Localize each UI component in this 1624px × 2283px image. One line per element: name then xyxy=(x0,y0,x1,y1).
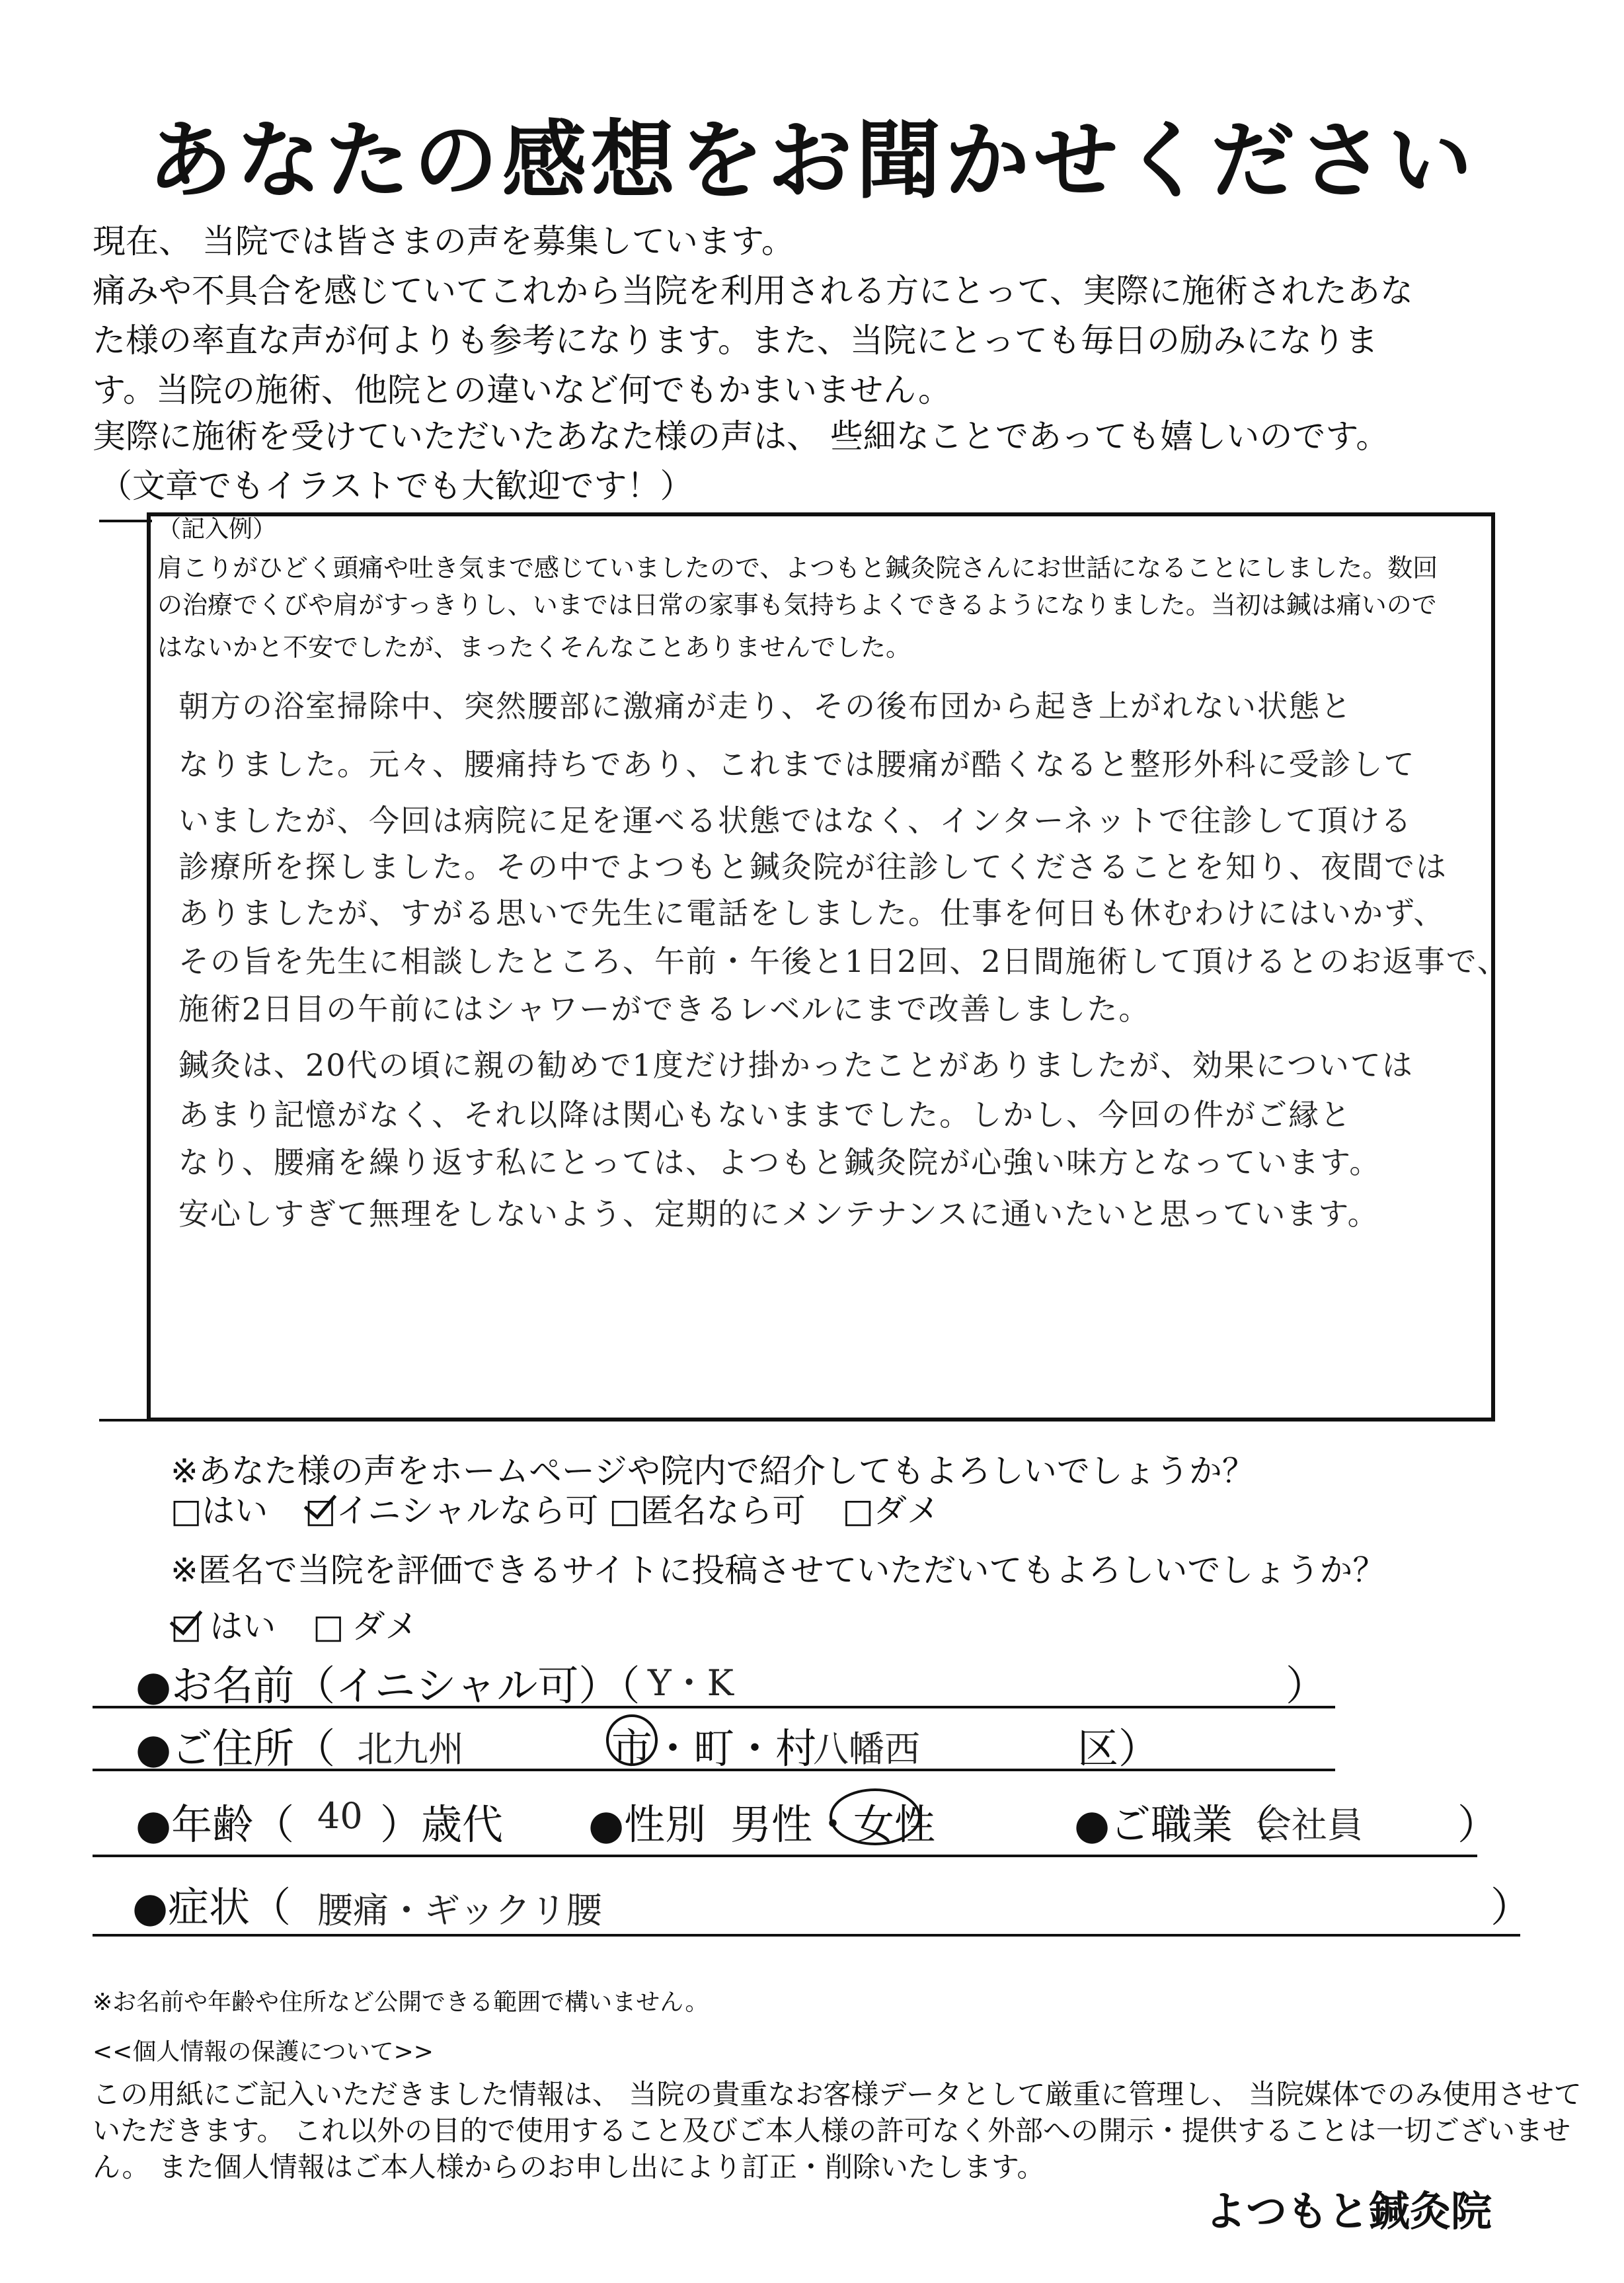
intro-line: （文章でもイラストでも大歓迎です！） xyxy=(99,467,693,505)
checkbox-unchecked[interactable]: □ xyxy=(171,1492,202,1530)
example-line: 肩こりがひどく頭痛や吐き気まで感じていましたので、よつもと鍼灸院さんにお世話になることにしました。数回 xyxy=(157,553,1438,582)
symptom-close: ） xyxy=(1490,1883,1532,1931)
address-units: 市・町・村 xyxy=(611,1724,817,1773)
clinic-name: よつもと鍼灸院 xyxy=(1204,2187,1492,2235)
handwritten-line: 朝方の浴室掃除中、突然腰部に激痛が走り、その後布団から起き上がれない状態と xyxy=(178,688,1352,724)
handwritten-line: ありましたが、すがる思いで先生に電話をしました。仕事を何日も休むわけにはいかず、 xyxy=(178,895,1446,931)
privacy-line: この用紙にご記入いただきました情報は、 当院の貴重なお客様データとして厳重に管理し、 当院媒体でのみ使用させて xyxy=(93,2078,1582,2110)
job-close: ） xyxy=(1457,1800,1499,1849)
page-title: あなたの感想をお聞かせください xyxy=(147,112,1477,210)
symptom-value[interactable]: 腰痛・ギックリ腰 xyxy=(317,1890,602,1931)
address-label: ●ご住所（ xyxy=(135,1724,336,1773)
age-suffix: ）歳代 xyxy=(380,1800,504,1849)
intro-line: 現在、 当院では皆さまの声を募集しています。 xyxy=(93,222,794,260)
address-ward[interactable]: 八幡西 xyxy=(813,1728,920,1770)
privacy-line: ん。 また個人情報はご本人様からのお申し出により訂正・削除いたします。 xyxy=(93,2151,1045,2183)
checkbox-unchecked[interactable]: □ xyxy=(842,1492,874,1530)
handwritten-line: 鍼灸は、20代の頃に親の勧めで1度だけ掛かったことがありましたが、効果については xyxy=(178,1047,1414,1083)
symptom-label: ●症状（ xyxy=(132,1883,291,1931)
question-publish: ※あなた様の声をホームページや院内で紹介してもよろしいでしょうか？ xyxy=(171,1452,1255,1490)
example-heading: （記入例） xyxy=(157,516,277,543)
handwritten-line: 診療所を探しました。その中でよつもと鍼灸院が往診してくださることを知り、夜間では xyxy=(178,849,1448,885)
checkbox-checked[interactable]: □ xyxy=(171,1607,202,1646)
intro-line: 痛みや不具合を感じていてこれから当院を利用される方にとって、実際に施術されたあな xyxy=(93,272,1413,310)
review-options: □ はい □ ダメ xyxy=(171,1607,418,1646)
checkbox-unchecked[interactable]: □ xyxy=(313,1607,344,1646)
question-review-site: ※匿名で当院を評価できるサイトに投稿させていただいてもよろしいでしょうか？ xyxy=(171,1551,1386,1589)
name-value[interactable]: Y・K xyxy=(648,1662,734,1704)
public-note: ※お名前や年齢や住所など公開できる範囲で構いません。 xyxy=(93,1989,709,2016)
job-value[interactable]: 会社員 xyxy=(1256,1804,1363,1846)
privacy-heading: <<個人情報の保護について>> xyxy=(93,2038,434,2065)
intro-line: 実際に施術を受けていただいたあなた様の声は、 些細なことであっても嬉しいのです。 xyxy=(93,417,1389,456)
handwritten-line: なりました。元々、腰痛持ちであり、これまでは腰痛が酷くなると整形外科に受診して xyxy=(178,746,1416,782)
handwritten-line: 施術2日目の午前にはシャワーができるレベルにまで改善しました。 xyxy=(178,991,1151,1027)
name-label: ●お名前（イニシャル可）（ xyxy=(135,1662,640,1710)
privacy-line: いただきます。 これ以外の目的で使用すること及びご本人様の許可なく外部への開示・提供することは一切ございませ xyxy=(93,2114,1570,2147)
intro-line: す。当院の施術、他院との違いなど何でもかまいません。 xyxy=(93,371,951,409)
handwritten-line: あまり記憶がなく、それ以降は関心もないままでした。しかし、今回の件がご縁と xyxy=(178,1097,1352,1133)
handwritten-line: いましたが、今回は病院に足を運べる状態ではなく、インターネットで往診して頂ける xyxy=(178,803,1412,838)
example-line: の治療でくびや肩がすっきりし、いまでは日常の家事も気持ちよくできるようになりました。当初は鍼は痛いので xyxy=(157,590,1437,620)
address-close: 区） xyxy=(1077,1724,1160,1773)
checkbox-checked[interactable]: □ xyxy=(305,1492,336,1530)
publish-options: □はい □イニシャルなら可 □匿名なら可 □ダメ xyxy=(171,1492,940,1530)
age-value[interactable]: 40 xyxy=(317,1795,363,1837)
handwritten-line: その旨を先生に相談したところ、午前・午後と1日2回、2日間施術して頂けるとのお返事で、 xyxy=(178,943,1509,979)
example-line: はないかと不安でしたが、まったくそんなことありませんでした。 xyxy=(157,633,911,662)
handwritten-line: なり、腰痛を繰り返す私にとっては、よつもと鍼灸院が心強い味方となっています。 xyxy=(178,1144,1381,1180)
gender-options: 男性・女性 xyxy=(730,1800,936,1849)
checkbox-unchecked[interactable]: □ xyxy=(609,1492,640,1530)
gender-label: ●性別 xyxy=(588,1800,707,1849)
intro-line: た様の率直な声が何よりも参考になります。また、当院にとっても毎日の励みになりま xyxy=(93,321,1378,360)
name-close: ） xyxy=(1286,1662,1327,1710)
age-label: ●年齢（ xyxy=(135,1800,295,1849)
job-label: ●ご職業（ xyxy=(1074,1800,1274,1849)
address-city[interactable]: 北九州 xyxy=(357,1728,464,1770)
handwritten-line: 安心しすぎて無理をしないよう、定期的にメンテナンスに通いたいと思っています。 xyxy=(178,1196,1379,1232)
